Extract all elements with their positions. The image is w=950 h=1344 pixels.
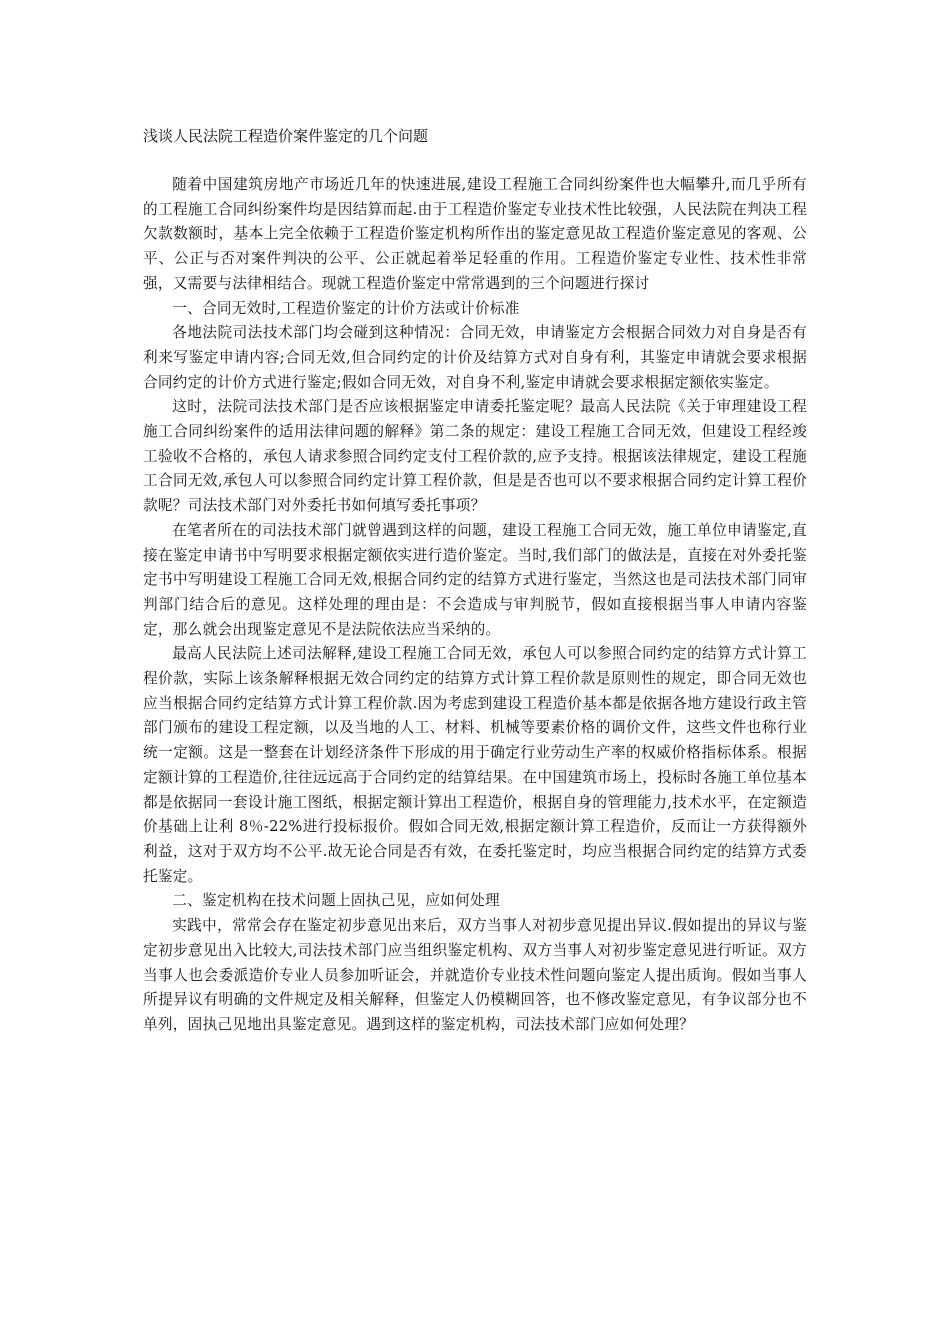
- paragraph-intro: 随着中国建筑房地产市场近几年的快速进展,建设工程施工合同纠纷案件也大幅攀升,而几乎所有的工程施工合同纠纷案件均是因结算而起.由于工程造价鉴定专业技术性比较强，人民法院在判决工程欠款数额时，基本上完全依赖于工程造价鉴定机构所作出的鉴定意见故工程造价鉴定意见的客观、公平、公正与否对案件判决的公平、公正就起着举足轻重的作用。工程造价鉴定专业性、技术性非常强，又需要与法律相结合。现就工程造价鉴定中常常遇到的三个问题进行探讨: [143, 176, 807, 292]
- paragraph: 这时，法院司法技术部门是否应该根据鉴定申请委托鉴定呢？最高人民法院《关于审理建设工程施工合同纠纷案件的适用法律问题的解释》第二条的规定：建设工程施工合同无效，但建设工程经竣工验收不合格的，承包人请求参照合同约定支付工程价款的,应予支持。根据该法律规定，建设工程施工合同无效,承包人可以参照合同约定计算工程价款，但是是否也可以不要求根据合同约定计算工程价款呢？司法技术部门对外委托书如何填写委托事项？: [143, 398, 807, 515]
- section-heading-2: 二、鉴定机构在技术问题上固执己见，应如何处理: [172, 892, 500, 910]
- paragraph: 在笔者所在的司法技术部门就曾遇到这样的问题，建设工程施工合同无效，施工单位申请鉴定,直接在鉴定申请书中写明要求根据定额依实进行造价鉴定。当时,我们部门的做法是，直接在对外委托鉴定书中写明建设工程施工合同无效,根据合同约定的结算方式进行鉴定，当然这也是司法技术部门同审判部门结合后的意见。这样处理的理由是：不会造成与审判脱节，假如直接根据当事人申请内容鉴定，那么就会出现鉴定意见不是法院依法应当采纳的。: [143, 521, 807, 638]
- section-heading-1: 一、合同无效时,工程造价鉴定的计价方法或计价标准: [172, 299, 520, 317]
- paragraph: 最高人民法院上述司法解释,建设工程施工合同无效，承包人可以参照合同约定的结算方式计算工程价款，实际上该条解释根据无效合同约定的结算方式计算工程价款是原则性的规定，即合同无效也应当根据合同约定结算方式计算工程价款.因为考虑到建设工程造价基本都是依据各地方建设行政主管部门颁布的建设工程定额，以及当地的人工、材料、机械等要素价格的调价文件，这些文件也称行业统一定额。这是一整套在计划经济条件下形成的用于确定行业劳动生产率的权威价格指标体系。根据定额计算的工程造价,往往远远高于合同约定的结算结果。在中国建筑市场上，投标时各施工单位基本都是依据同一套设计施工图纸，根据定额计算出工程造价，根据自身的管理能力,技术水平，在定额造价基础上让利 8％-22%进行投标报价。假如合同无效,根据定额计算工程造价，反而让一方获得额外利益，这对于双方均不公平.故无论合同是否有效，在委托鉴定时，均应当根据合同约定的结算方式委托鉴定。: [143, 645, 807, 885]
- document-body: [143, 173, 807, 1038]
- document-title: 浅谈人民法院工程造价案件鉴定的几个问题: [143, 127, 429, 145]
- paragraph: 实践中，常常会存在鉴定初步意见出来后，双方当事人对初步意见提出异议.假如提出的异议与鉴定初步意见出入比较大,司法技术部门应当组织鉴定机构、双方当事人对初步鉴定意见进行听证。双方当事人也会委派造价专业人员参加听证会，并就造价专业技术性问题向鉴定人提出质询。假如当事人所提异议有明确的文件规定及相关解释，但鉴定人仍模糊回答，也不修改鉴定意见，有争议部分也不单列，固执己见地出具鉴定意见。遇到这样的鉴定机构，司法技术部门应如何处理？: [143, 917, 807, 1033]
- paragraph: 各地法院司法技术部门均会碰到这种情况：合同无效，申请鉴定方会根据合同效力对自身是否有利来写鉴定申请内容;合同无效,但合同约定的计价及结算方式对自身有利，其鉴定申请就会要求根据合同约定的计价方式进行鉴定;假如合同无效，对自身不利,鉴定申请就会要求根据定额依实鉴定。: [143, 324, 807, 391]
